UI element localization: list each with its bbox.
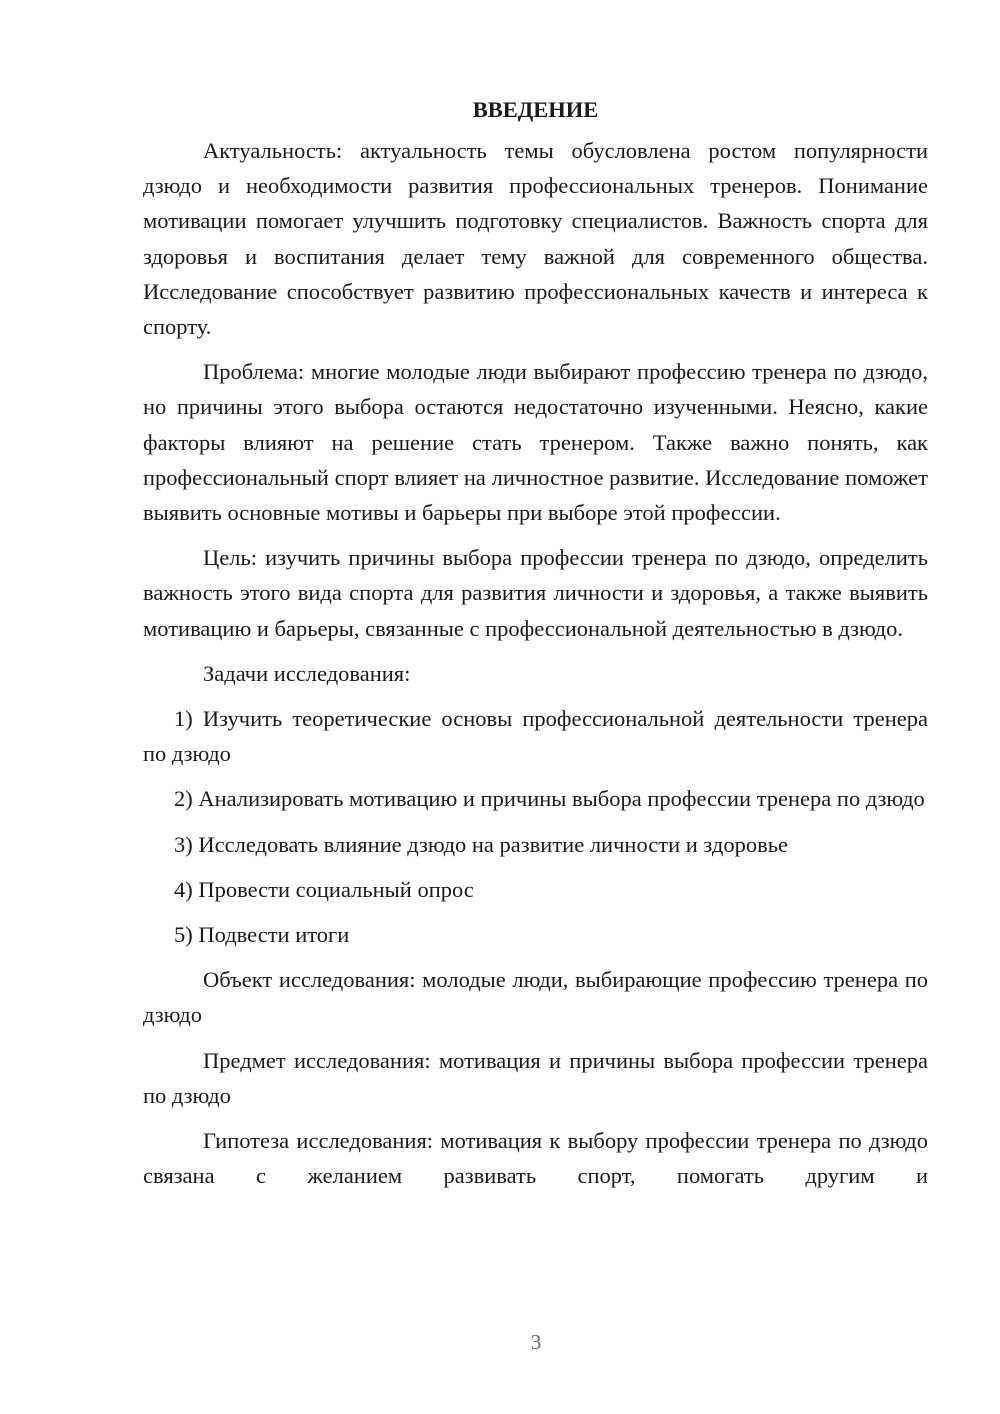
task-item: 5) Подвести итоги [174, 922, 350, 948]
task-item: 1) Изучить теоретические основы профессиональной деятельности тренера по дзюдо [143, 706, 928, 767]
page-number: 3 [530, 1330, 542, 1354]
paragraph-subject: Предмет исследования: мотивация и причины выбора профессии тренера по дзюдо [143, 1047, 928, 1108]
paragraph-hypothesis: Гипотеза исследования: мотивация к выбору профессии тренера по дзюдо связана с желанием развивать спорт, помогать другим и [143, 1128, 928, 1189]
paragraph-goal: Цель: изучить причины выбора профессии тренера по дзюдо, определить важность этого вида спорта для развития личности и здоровья, а также выявить мотивацию и барьеры, связанные с профессиональной деятельностью в дзюдо. [143, 545, 928, 641]
task-item: 4) Провести социальный опрос [174, 876, 474, 902]
paragraph-object: Объект исследования: молодые люди, выбирающие профессию тренера по дзюдо [143, 967, 928, 1028]
task-item: 3) Исследовать влияние дзюдо на развитие личности и здоровье [174, 831, 788, 857]
document-page [143, 92, 928, 1203]
paragraph-relevance: Актуальность: актуальность темы обусловлена ростом популярности дзюдо и необходимости развития профессиональных тренеров. Понимание мотивации помогает улучшить подготовку специалистов. Важность спорта для здоровья и воспитания делает тему важной для современного общества. Исследование способствует развитию профессиональных качеств и интереса к спорту. [143, 138, 928, 340]
paragraph-problem: Проблема: многие молодые люди выбирают профессию тренера по дзюдо, но причины этого выбора остаются недостаточно изученными. Неясно, какие факторы влияют на решение стать тренером. Также важно понять, как профессиональный спорт влияет на личностное развитие. Исследование поможет выявить основные мотивы и барьеры при выборе этой профессии. [143, 359, 928, 526]
section-title: ВВЕДЕНИЕ [472, 97, 599, 122]
paragraph-tasks-intro: Задачи исследования: [203, 660, 411, 686]
task-item: 2) Анализировать мотивацию и причины выбора профессии тренера по дзюдо [174, 786, 925, 812]
